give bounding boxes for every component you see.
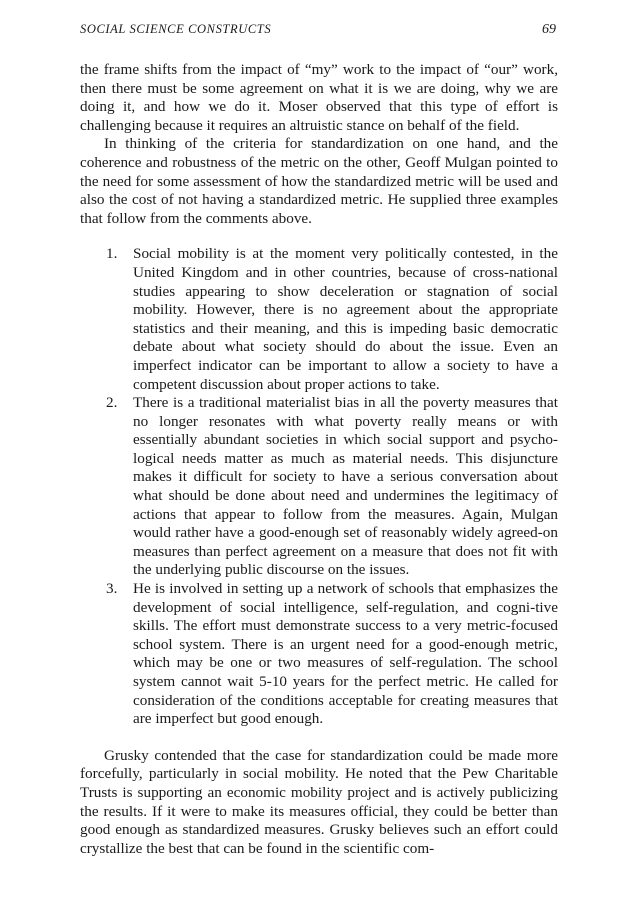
paragraph-mulgan: In thinking of the criteria for standardization on one hand, and the coherence and robustness of the metric on the other, Geoff Mulgan pointed to the need for some assessment of how the standardized metric will be used and also the cost of not having a standardized metric. He supplied three examples that follow from the comments above. bbox=[80, 135, 558, 227]
list-item bbox=[80, 394, 558, 580]
list-item-number: 3. bbox=[106, 580, 118, 598]
paragraph-continuation: the frame shifts from the impact of “my” work to the impact of “our” work, then there must be some agreement on what it is we are doing, why we are doing it, and how we do it. Moser observed that this type of effort is challenging because it requires an altruistic stance on behalf of the field. bbox=[80, 61, 558, 134]
list-item-number: 2. bbox=[106, 394, 118, 412]
list-item-text: Social mobility is at the moment very politically contested, in the United Kingdom and in other countries, because of cross-national studies appearing to show deceleration or stagnation of social mobility. However, there is no agreement about the appropriate statistics and their meaning, and this is impeding basic democratic debate about what society should do about the issue. Even an imperfect indicator can be important to allow a society to have a competent discussion about proper actions to take. bbox=[133, 245, 558, 393]
running-head bbox=[80, 22, 558, 44]
book-page bbox=[80, 22, 558, 858]
running-title: SOCIAL SCIENCE CONSTRUCTS bbox=[80, 22, 272, 36]
list-item bbox=[80, 580, 558, 729]
list-item-text: He is involved in setting up a network of schools that emphasizes the development of social intelligence, self-regulation, and cogni-tive skills. The effort must demonstrate success to a very metric-focused school system. There is an urgent need for a good-enough metric, which may be one or two measures of self-regulation. The school system cannot wait 5-10 years for the perfect metric. He called for consideration of the conditions acceptable for creating measures that are imperfect but good enough. bbox=[133, 580, 558, 728]
list-item-number: 1. bbox=[106, 245, 118, 263]
page-number: 69 bbox=[542, 22, 556, 37]
list-item-text: There is a traditional materialist bias in all the poverty measures that no longer resonates with what poverty really means or with essentially abundant societies in which social support and psycho-logical needs matter as much as material needs. This disjuncture makes it difficult for society to have a serious conversation about what should be done about need and undermines the legitimacy of actions that appear to follow from the measures. Again, Mulgan would rather have a good-enough set of reasonably widely agreed-on measures than perfect agreement on a measure that does not fit with the underlying public discourse on the issues. bbox=[133, 394, 558, 579]
list-item bbox=[80, 245, 558, 394]
examples-list bbox=[80, 245, 558, 728]
paragraph-grusky: Grusky contended that the case for standardization could be made more forcefully, particularly in social mobility. He noted that the Pew Charitable Trusts is supporting an economic mobility project and is actively publicizing the results. If it were to make its measures official, they could be better than good enough as standardized measures. Grusky believes such an effort could crystallize the best that can be found in the scientific com- bbox=[80, 746, 558, 857]
